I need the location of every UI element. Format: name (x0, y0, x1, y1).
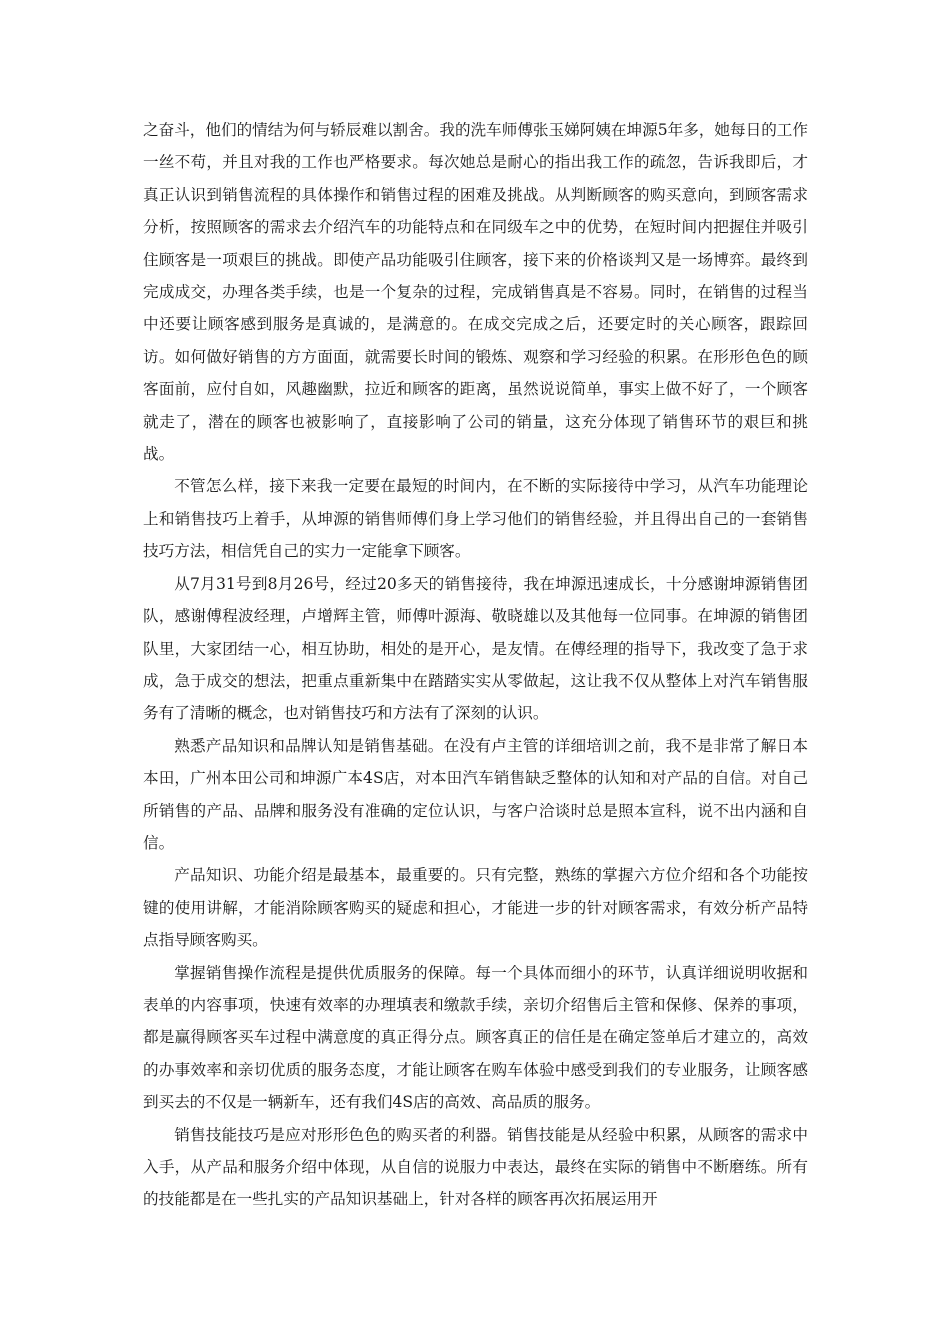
document-page (143, 114, 808, 1216)
paragraph-1: 之奋斗，他们的情结为何与轿辰难以割舍。我的洗车师傅张玉娣阿姨在坤源5年多，她每日的工作一丝不苟，并且对我的工作也严格要求。每次她总是耐心的指出我工作的疏忽，告诉我即后，才真正认识到销售流程的具体操作和销售过程的困难及挑战。从判断顾客的购买意向，到顾客需求分析，按照顾客的需求去介绍汽车的功能特点和在同级车之中的优势，在短时间内把握住并吸引住顾客是一项艰巨的挑战。即使产品功能吸引住顾客，接下来的价格谈判又是一场博弈。最终到完成成交，办理各类手续，也是一个复杂的过程，完成销售真是不容易。同时，在销售的过程当中还要让顾客感到服务是真诚的，是满意的。在成交完成之后，还要定时的关心顾客，跟踪回访。如何做好销售的方方面面，就需要长时间的锻炼、观察和学习经验的积累。在形形色色的顾客面前，应付自如，风趣幽默，拉近和顾客的距离，虽然说说简单，事实上做不好了，一个顾客就走了，潜在的顾客也被影响了，直接影响了公司的销量，这充分体现了销售环节的艰巨和挑战。 (143, 121, 808, 464)
paragraph-5: 产品知识、功能介绍是最基本，最重要的。只有完整，熟练的掌握六方位介绍和各个功能按键的使用讲解，才能消除顾客购买的疑虑和担心，才能进一步的针对顾客需求，有效分析产品特点指导顾客购买。 (143, 866, 808, 950)
paragraph-7: 销售技能技巧是应对形形色色的购买者的利器。销售技能是从经验中积累，从顾客的需求中入手，从产品和服务介绍中体现，从自信的说服力中表达，最终在实际的销售中不断磨练。所有的技能都是在一些扎实的产品知识基础上，针对各样的顾客再次拓展运用开 (143, 1125, 808, 1209)
paragraph-6: 掌握销售操作流程是提供优质服务的保障。每一个具体而细小的环节，认真详细说明收据和表单的内容事项，快速有效率的办理填表和缴款手续，亲切介绍售后主管和保修、保养的事项，都是赢得顾客买车过程中满意度的真正得分点。顾客真正的信任是在确定签单后才建立的，高效的办事效率和亲切优质的服务态度，才能让顾客在购车体验中感受到我们的专业服务，让顾客感到买去的不仅是一辆新车，还有我们4S店的高效、高品质的服务。 (143, 963, 808, 1112)
paragraph-3: 从7月31号到8月26号，经过20多天的销售接待，我在坤源迅速成长，十分感谢坤源销售团队，感谢傅程波经理，卢增辉主管，师傅叶源海、敬晓雄以及其他每一位同事。在坤源的销售团队里，大家团结一心，相互协助，相处的是开心，是友情。在傅经理的指导下，我改变了急于求成，急于成交的想法，把重点重新集中在踏踏实实从零做起，这让我不仅从整体上对汽车销售服务有了清晰的概念，也对销售技巧和方法有了深刻的认识。 (143, 574, 808, 723)
paragraph-4: 熟悉产品知识和品牌认知是销售基础。在没有卢主管的详细培训之前，我不是非常了解日本本田，广州本田公司和坤源广本4S店，对本田汽车销售缺乏整体的认知和对产品的自信。对自己所销售的产品、品牌和服务没有准确的定位认识，与客户洽谈时总是照本宣科，说不出内涵和自信。 (143, 736, 808, 852)
paragraph-2: 不管怎么样，接下来我一定要在最短的时间内，在不断的实际接待中学习，从汽车功能理论上和销售技巧上着手，从坤源的销售师傅们身上学习他们的销售经验，并且得出自己的一套销售技巧方法，相信凭自己的实力一定能拿下顾客。 (143, 477, 808, 561)
